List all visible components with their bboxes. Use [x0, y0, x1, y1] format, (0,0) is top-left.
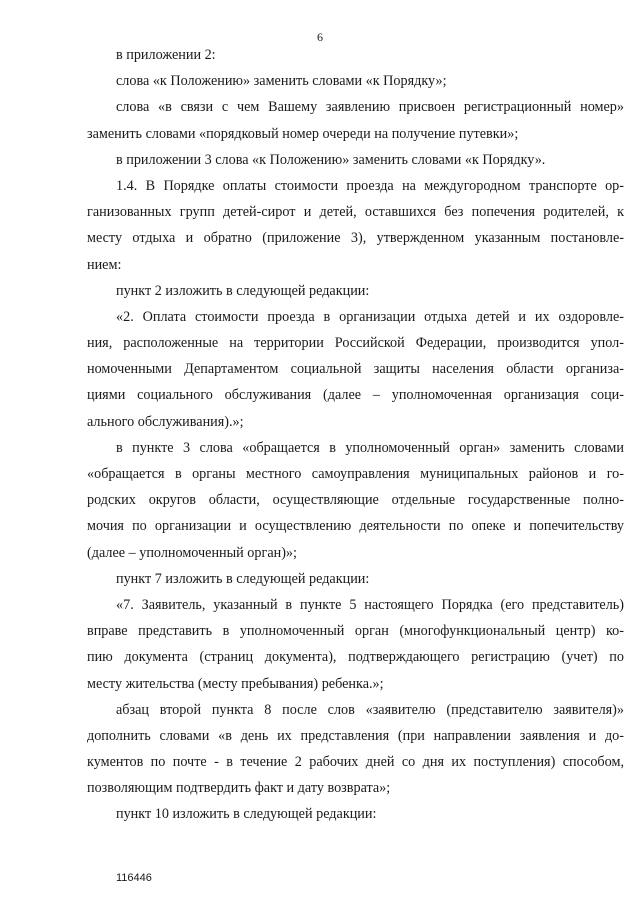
text-line: пункт 7 изложить в следующей редакции: — [116, 570, 370, 587]
text-line: мочия по организации и осуществлению деятельности по опеке и попечительству — [87, 518, 624, 535]
document-code: 116446 — [116, 872, 152, 884]
text-line: месту отдыха и обратно (приложение 3), утвержденном указанным постановле- — [87, 230, 624, 247]
text-line: нием: — [87, 256, 122, 273]
text-line: месту жительства (месту пребывания) ребенка.»; — [87, 675, 384, 692]
text-line: 1.4. В Порядке оплаты стоимости проезда на междугородном транспорте ор- — [116, 177, 624, 194]
text-line: в приложении 2: — [116, 47, 216, 63]
text-line: циями социального обслуживания (далее – уполномоченная организация соци- — [87, 387, 624, 404]
text-line: кументов по почте - в течение 2 рабочих дней со дня их поступления) способом, — [87, 754, 624, 771]
text-line: вправе представить в уполномоченный орган (многофункциональный центр) ко- — [87, 623, 624, 640]
text-line: в пункте 3 слова «обращается в уполномоченный орган» заменить словами — [116, 439, 624, 456]
text-line: ального обслуживания).»; — [87, 413, 244, 430]
text-line: «2. Оплата стоимости проезда в организации отдыха детей и их оздоровле- — [116, 308, 624, 325]
document-body — [87, 42, 624, 828]
text-line: дополнить словами «в день их представления (при направлении заявления и до- — [87, 727, 624, 744]
text-line: «7. Заявитель, указанный в пункте 5 настоящего Порядка (его представитель) — [116, 596, 624, 613]
text-line: ния, расположенные на территории Российской Федерации, производится упол- — [87, 335, 624, 352]
text-line: заменить словами «порядковый номер очереди на получение путевки»; — [87, 125, 519, 142]
text-line: пункт 10 изложить в следующей редакции: — [116, 806, 377, 823]
text-line: слова «к Положению» заменить словами «к Порядку»; — [116, 73, 447, 90]
text-line: (далее – уполномоченный орган)»; — [87, 544, 297, 561]
text-line: пункт 2 изложить в следующей редакции: — [116, 282, 370, 299]
text-line: позволяющим подтвердить факт и дату возврата»; — [87, 780, 391, 797]
text-line: слова «в связи с чем Вашему заявлению присвоен регистрационный номер» — [116, 99, 624, 116]
text-line: ганизованных групп детей-сирот и детей, оставшихся без попечения родителей, к — [87, 204, 624, 221]
page-number: 6 — [317, 30, 323, 44]
text-line: номоченными Департаментом социальной защиты населения области организа- — [87, 361, 624, 378]
text-line: в приложении 3 слова «к Положению» заменить словами «к Порядку». — [116, 151, 546, 168]
text-line: родских округов области, осуществляющие отдельные государственные полно- — [87, 492, 624, 509]
text-line: абзац второй пункта 8 после слов «заявителю (представителю заявителя)» — [116, 701, 624, 718]
text-line: «обращается в органы местного самоуправления муниципальных районов и го- — [87, 466, 624, 482]
text-line: пию документа (страниц документа), подтверждающего регистрацию (учет) по — [87, 649, 624, 666]
